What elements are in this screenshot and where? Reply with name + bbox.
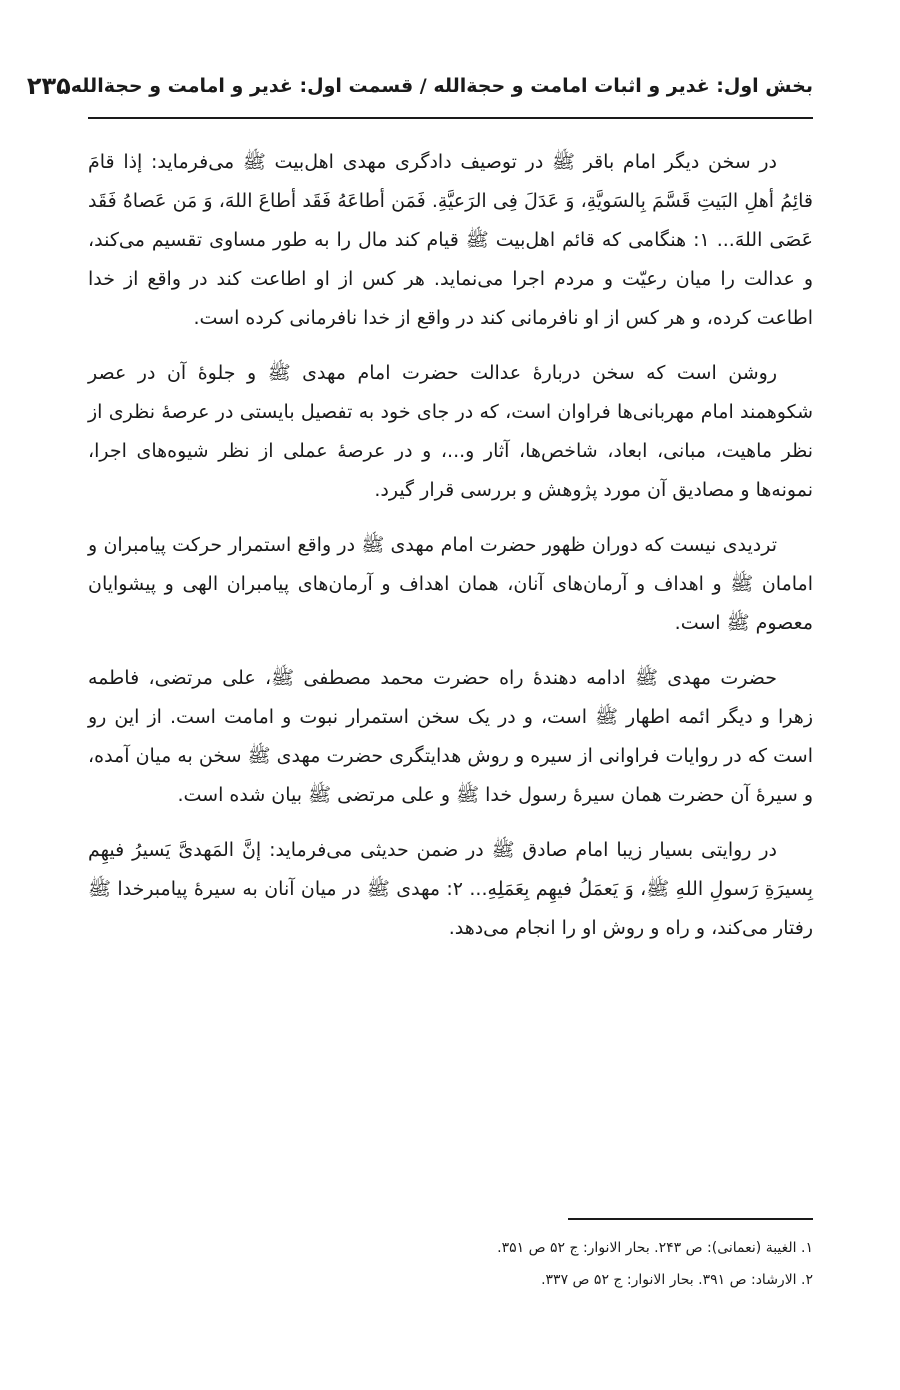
- page-number: ۲۳۵: [26, 72, 71, 100]
- paragraph-5: در روایتی بسیار زیبا امام صادق ﷺ در ضمن حدیثی می‌فرماید: إنَّ المَهدیَّ یَسیرُ فیهِم بِسیرَةِ رَسولِ اللهِ ﷺ، وَ یَعمَلُ فیهِم بِعَمَلِهِ... ۲: مهدی ﷺ در میان آنان به سیرهٔ پیامبرخدا ﷺ رفتار می‌کند، و راه و روش او را انجام می‌دهد.: [88, 839, 813, 939]
- paragraph-2: روشن است که سخن دربارهٔ عدالت حضرت امام مهدی ﷺ و جلوهٔ آن در عصر شکوهمند امام مهربانی‌ها فراوان است، که در جای خود به تفصیل بایستی در عرصهٔ نظری از نظر ماهیت، مبانی، ابعاد، شاخص‌ها، آثار و...، و در عرصهٔ عملی از نظر شیوه‌های اجرا، نمونه‌ها و مصادیق آن مورد پژوهش و بررسی قرار گیرد.: [88, 362, 813, 501]
- header-divider: [88, 117, 813, 119]
- paragraph-3: تردیدی نیست که دوران ظهور حضرت امام مهدی ﷺ در واقع استمرار حرکت پیامبران و امامان ﷺ و اهداف و آرمان‌های آنان، همان اهداف و آرمان‌های پیامبران الهی و پیشوایان معصوم ﷺ است.: [88, 534, 813, 634]
- book-page: [26, 0, 813, 1390]
- running-header: [26, 66, 813, 106]
- footnote-divider: [568, 1218, 813, 1220]
- paragraph-1: در سخن دیگر امام باقر ﷺ در توصیف دادگری مهدی اهل‌بیت ﷺ می‌فرماید: إذا قامَ قائِمُ أهلِ البَیتِ قَسَّمَ بِالسَویَّةِ، وَ عَدَلَ فِی الرَعیَّةِ. فَمَن أطاعَهُ فَقَد أطاعَ اللهَ، وَ مَن عَصاهُ فَقَد عَصَی اللهَ... ۱: هنگامی که قائم اهل‌بیت ﷺ قیام کند مال را به طور مساوی تقسیم می‌کند، و عدالت را میان رعیّت و مردم اجرا می‌نماید. هر کس از او اطاعت کند در واقع از خدا اطاعت کرده، و هر کس از او نافرمانی کند در واقع از خدا نافرمانی کرده است.: [88, 151, 813, 329]
- main-text: [88, 143, 813, 964]
- footnote-1: ۱. الغیبة (نعمانی): ص ۲۴۳. بحار الانوار: ج ۵۲ ص ۳۵۱.: [497, 1240, 813, 1256]
- header-title: بخش اول: غدیر و اثبات امامت و حجة‌الله / قسمت اول: غدیر و امامت و حجة‌الله: [70, 75, 813, 97]
- paragraph-4: حضرت مهدی ﷺ ادامه دهندهٔ راه حضرت محمد مصطفی ﷺ، علی مرتضی، فاطمه زهرا و دیگر ائمه اطهار ﷺ است، و در یک سخن استمرار نبوت و امامت است. از این رو است که در روایات فراوانی از سیره و روش هدایتگری حضرت مهدی ﷺ سخن به میان آمده، و سیرهٔ آن حضرت همان سیرهٔ رسول خدا ﷺ و علی مرتضی ﷺ بیان شده است.: [88, 667, 813, 806]
- footnotes: [88, 1232, 813, 1296]
- footnote-2: ۲. الارشاد: ص ۳۹۱. بحار الانوار: ج ۵۲ ص ۳۳۷.: [541, 1272, 813, 1288]
